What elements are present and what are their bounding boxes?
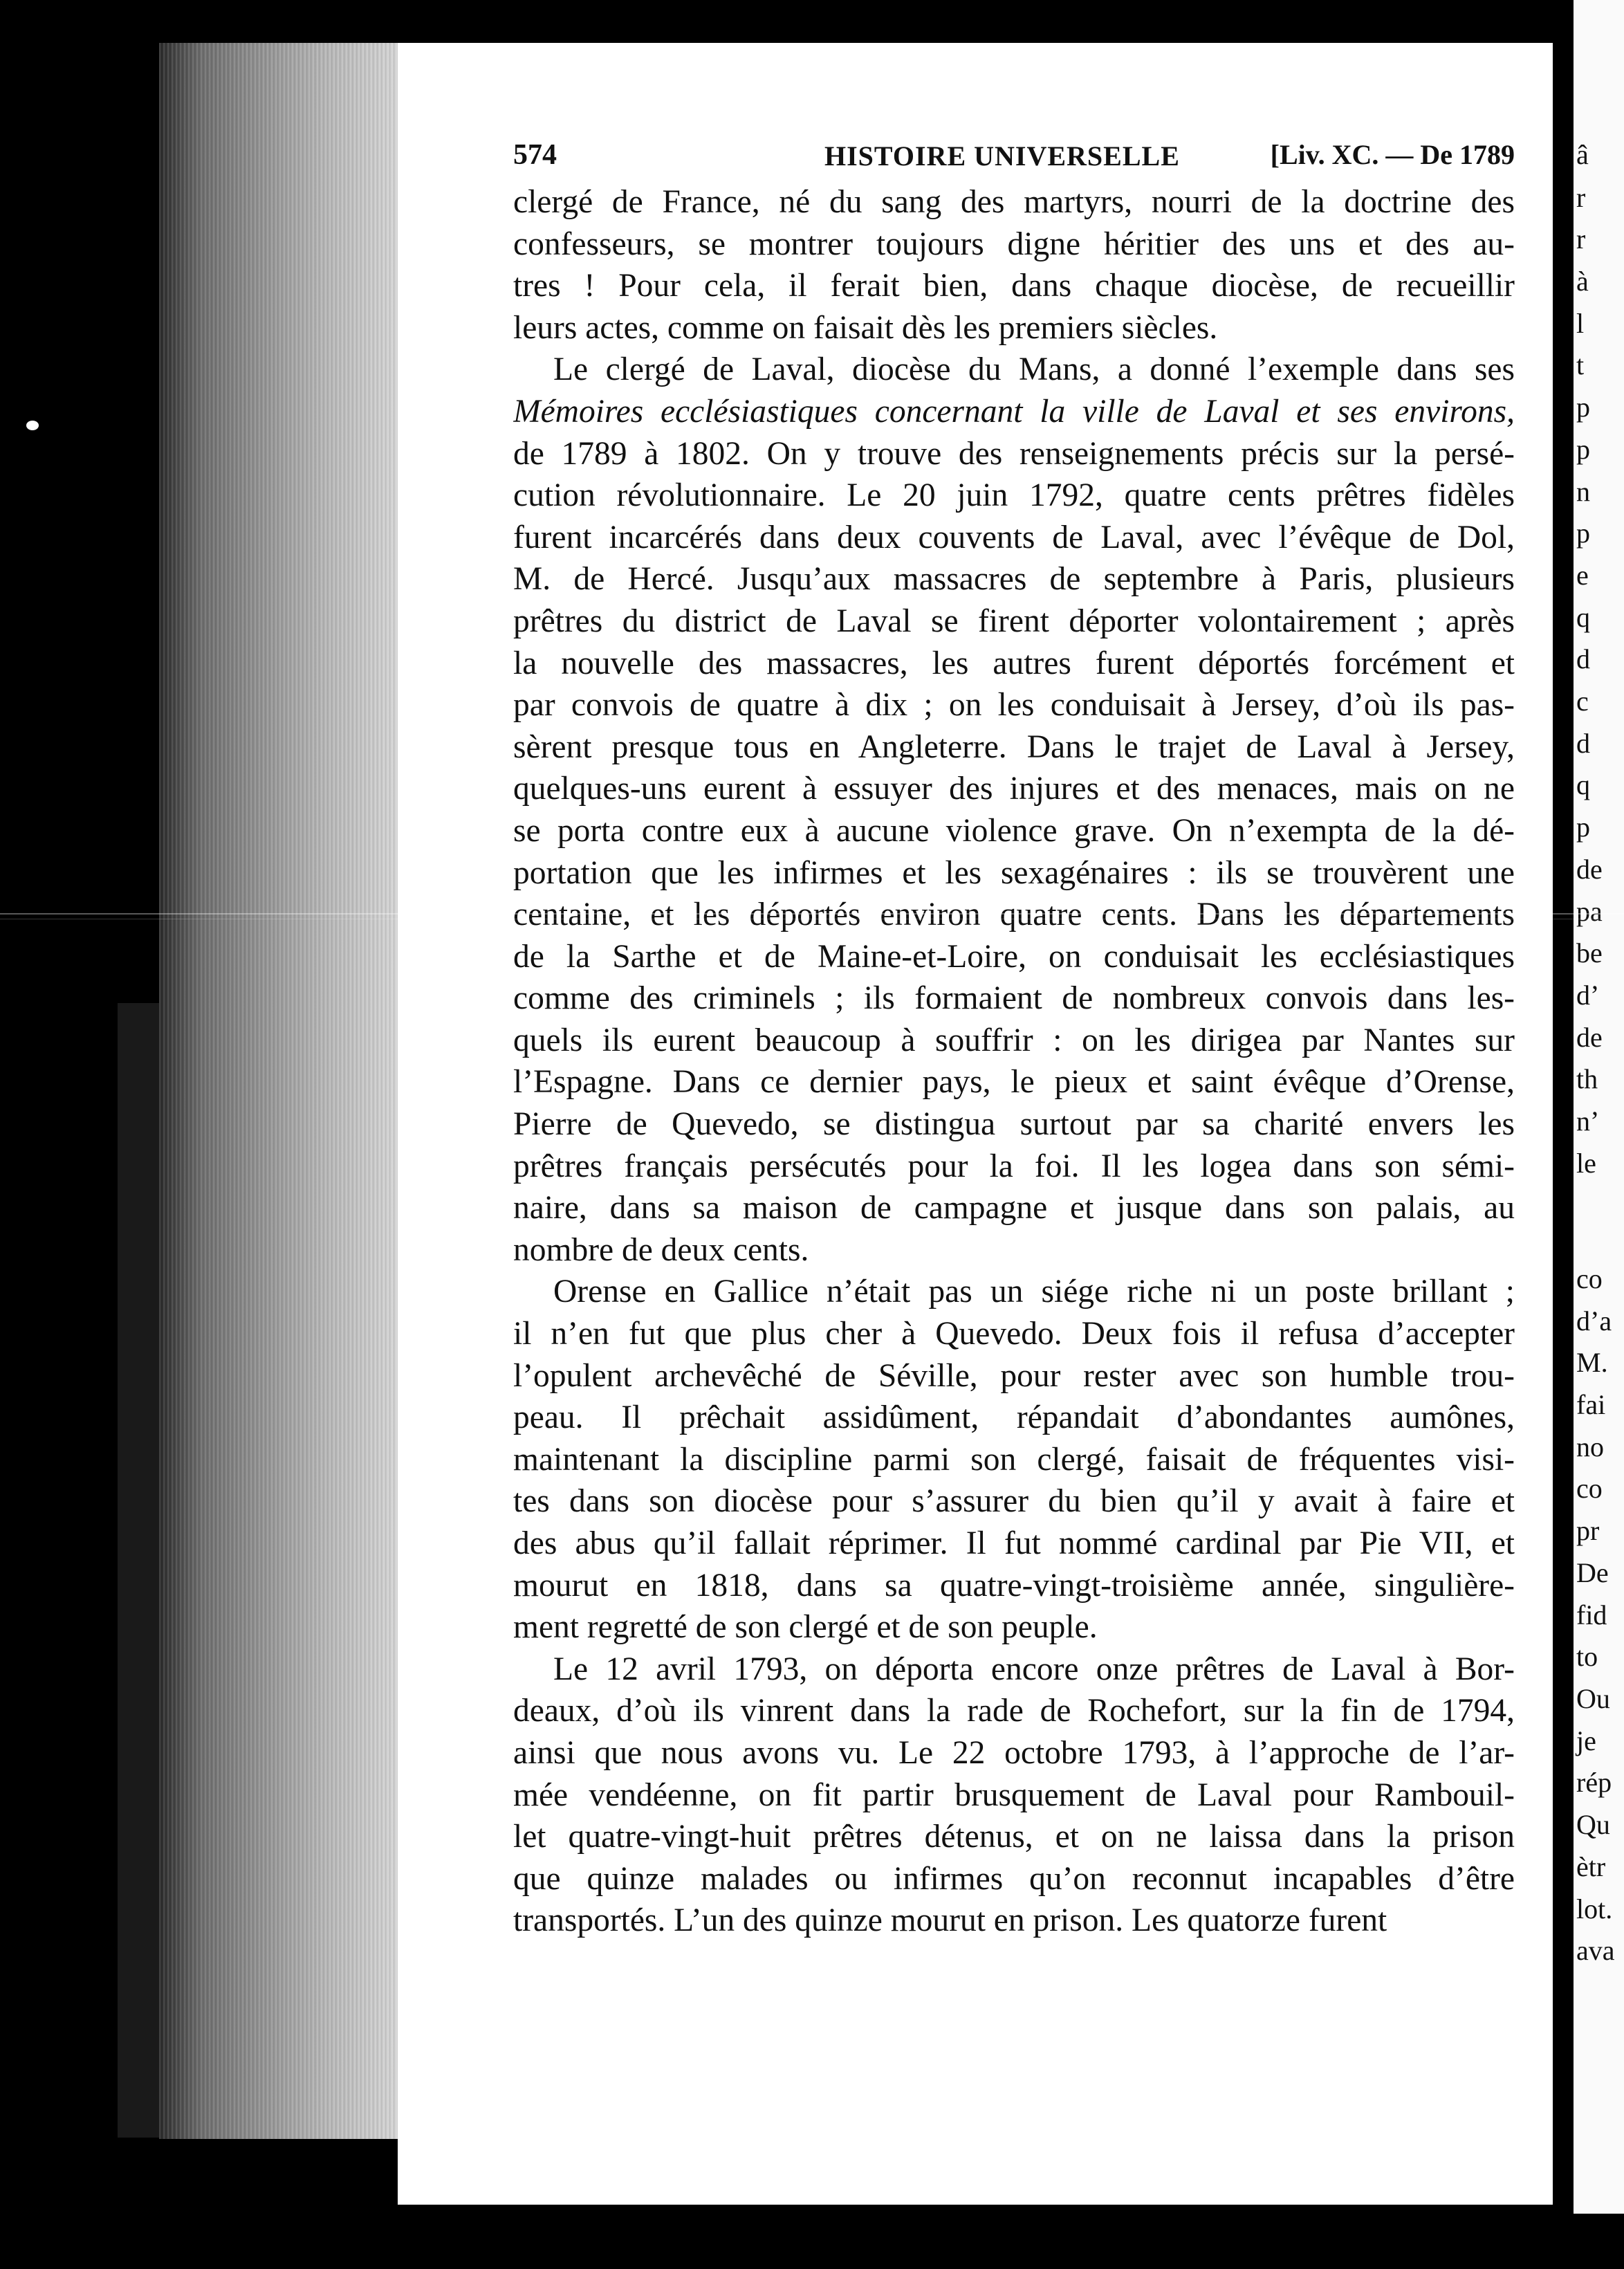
body-text [513,181,1515,1942]
facing-page-edge [1574,0,1624,2214]
running-section: [Liv. XC. — De 1789 [1270,139,1515,170]
facing-page-fragment: p [1576,434,1590,465]
book-gutter [1553,0,1574,2269]
facing-page-fragment: n [1576,476,1590,507]
facing-page-fragment: be [1576,937,1603,968]
facing-page-fragment: c [1576,686,1589,717]
text-line: furent incarcérés dans deux couvents de Laval, avec l’évêque de Dol, [513,519,1515,555]
text-line: deaux, d’où ils vinrent dans la rade de Rochefort, sur la fin de 1794, [513,1693,1515,1729]
facing-page-fragment: lot. [1576,1893,1613,1924]
facing-page-fragment: rép [1576,1767,1612,1798]
facing-page-fragment: pr [1576,1515,1600,1546]
text-line: mée vendéenne, on fit partir brusquement de Laval pour Rambouil- [513,1776,1515,1813]
facing-page-fragment: fid [1576,1599,1607,1630]
text-line: naire, dans sa maison de campagne et jusque dans son palais, au [513,1190,1515,1227]
scan-speck [26,421,39,430]
text-line: maintenant la discipline parmi son clergé, faisait de fréquentes visi- [513,1441,1515,1478]
facing-page-fragment: no [1576,1431,1604,1462]
text-line: l’Espagne. Dans ce dernier pays, le pieux et saint évêque d’Orense, [513,1064,1515,1101]
facing-page-fragment: à [1576,266,1589,297]
facing-page-fragment: to [1576,1641,1598,1672]
book-cover-edge [118,1003,159,2138]
text-line: que quinze malades ou infirmes qu’on reconnut incapables d’être [513,1860,1515,1897]
text-line: comme des criminels ; ils formaient de nombreux convois dans les- [513,980,1515,1017]
text-line: Le 12 avril 1793, on déporta encore onze prêtres de Laval à Bor- [553,1651,1515,1687]
text-line: prêtres du district de Laval se firent déporter volontairement ; après [513,603,1515,639]
facing-page-fragment: n’ [1576,1105,1600,1137]
facing-page-fragment: r [1576,223,1586,255]
text-line: ment regretté de son clergé et de son peuple. [513,1609,1098,1646]
text-line: confesseurs, se montrer toujours digne héritier des uns et des au- [513,226,1515,262]
text-line: par convois de quatre à dix ; on les conduisait à Jersey, d’où ils pas- [513,687,1515,724]
facing-page-fragment: p [1576,517,1590,549]
text-line: portation que les infirmes et les sexagénaires : ils se trouvèrent une [513,854,1515,891]
facing-page-fragment: ava [1576,1935,1615,1966]
text-line: la nouvelle des massacres, les autres furent déportés forcément et [513,645,1515,681]
text-line: peau. Il prêchait assidûment, répandait d’abondantes aumônes, [513,1399,1515,1436]
facing-page-fragment: d’ [1576,980,1600,1011]
text-line: prêtres français persécutés pour la foi. Il les logea dans son sémi- [513,1148,1515,1184]
facing-page-fragment: p [1576,392,1590,423]
paragraph [513,1648,1515,1942]
facing-page-fragment: ètr [1576,1851,1606,1882]
facing-page-fragment: De [1576,1557,1609,1588]
text-line: Le clergé de Laval, diocèse du Mans, a donné l’exemple dans ses [553,351,1515,388]
facing-page-fragment: e [1576,560,1589,591]
facing-page-fragment: l [1576,308,1585,339]
facing-page-fragment: de [1576,854,1603,885]
facing-page-fragment: le [1576,1148,1596,1179]
facing-page-fragment: M. [1576,1347,1608,1378]
text-line: mourut en 1818, dans sa quatre-vingt-troisième année, singulière- [513,1567,1515,1604]
text-line: cution révolutionnaire. Le 20 juin 1792, quatre cents prêtres fidèles [513,477,1515,514]
text-line: transportés. L’un des quinze mourut en prison. Les quatorze furent [513,1902,1387,1939]
facing-page-fragment: Ou [1576,1683,1610,1714]
running-header [513,138,1515,180]
scan-artifact-line [0,913,1624,915]
facing-page-fragment: d [1576,728,1590,759]
text-line: tres ! Pour cela, il ferait bien, dans chaque diocèse, de recueillir [513,268,1515,304]
facing-page-fragment: co [1576,1473,1603,1504]
facing-page-fragment: Qu [1576,1809,1610,1840]
facing-page-fragment: je [1576,1725,1596,1756]
text-line: leurs actes, comme on faisait dès les premiers siècles. [513,309,1218,346]
facing-page-fragment: r [1576,182,1586,213]
text-line: il n’en fut que plus cher à Quevedo. Deux fois il refusa d’accepter [513,1316,1515,1352]
text-line: des abus qu’il fallait réprimer. Il fut nommé cardinal par Pie VII, et [513,1525,1515,1561]
text-line: tes dans son diocèse pour s’assurer du bien qu’il y avait à faire et [513,1483,1515,1520]
page-number: 574 [513,139,557,171]
facing-page-fragment: de [1576,1022,1603,1053]
facing-page-fragment: fai [1576,1389,1606,1420]
facing-page-fragment: t [1576,349,1585,380]
facing-page-fragment: â [1576,139,1589,170]
page-edge-texture [159,43,398,2139]
paragraph [513,181,1515,349]
text-line: ainsi que nous avons vu. Le 22 octobre 1793, à l’approche de l’ar- [513,1734,1515,1771]
paragraph [513,349,1515,1271]
running-title: HISTOIRE UNIVERSELLE [824,140,1180,172]
text-line: de la Sarthe et de Maine-et-Loire, on conduisait les ecclésiastiques [513,938,1515,975]
text-line: clergé de France, né du sang des martyrs, nourri de la doctrine des [513,184,1515,220]
text-line: centaine, et les déportés environ quatre cents. Dans les départements [513,897,1515,933]
facing-page-fragment: pa [1576,896,1603,927]
facing-page-fragment: q [1576,769,1590,800]
text-line: se porta contre eux à aucune violence grave. On n’exempta de la dé- [513,812,1515,849]
paragraph [513,1271,1515,1648]
text-line: l’opulent archevêché de Séville, pour rester avec son humble trou- [513,1357,1515,1394]
text-line: quels ils eurent beaucoup à souffrir : on les dirigea par Nantes sur [513,1022,1515,1058]
text-line: Mémoires ecclésiastiques concernant la ville de Laval et ses environs, [513,393,1515,430]
text-line: Pierre de Quevedo, se distingua surtout par sa charité envers les [513,1106,1515,1143]
text-line: nombre de deux cents. [513,1231,809,1268]
facing-page-fragment: d [1576,643,1590,674]
facing-page-fragment: th [1576,1063,1598,1094]
text-line: quelques-uns eurent à essuyer des injures et des menaces, mais on ne [513,771,1515,807]
text-line: Orense en Gallice n’était pas un siége riche ni un poste brillant ; [553,1274,1515,1310]
text-line: de 1789 à 1802. On y trouve des renseignements précis sur la persé- [513,435,1515,472]
facing-page-fragment: q [1576,602,1590,633]
facing-page-fragment: d’a [1576,1305,1612,1336]
facing-page-fragment: co [1576,1263,1603,1294]
facing-page-fragment: p [1576,811,1590,843]
text-line: M. de Hercé. Jusqu’aux massacres de septembre à Paris, plusieurs [513,561,1515,598]
text-line: sèrent presque tous en Angleterre. Dans le trajet de Laval à Jersey, [513,728,1515,765]
text-line: let quatre-vingt-huit prêtres détenus, et on ne laissa dans la prison [513,1819,1515,1855]
